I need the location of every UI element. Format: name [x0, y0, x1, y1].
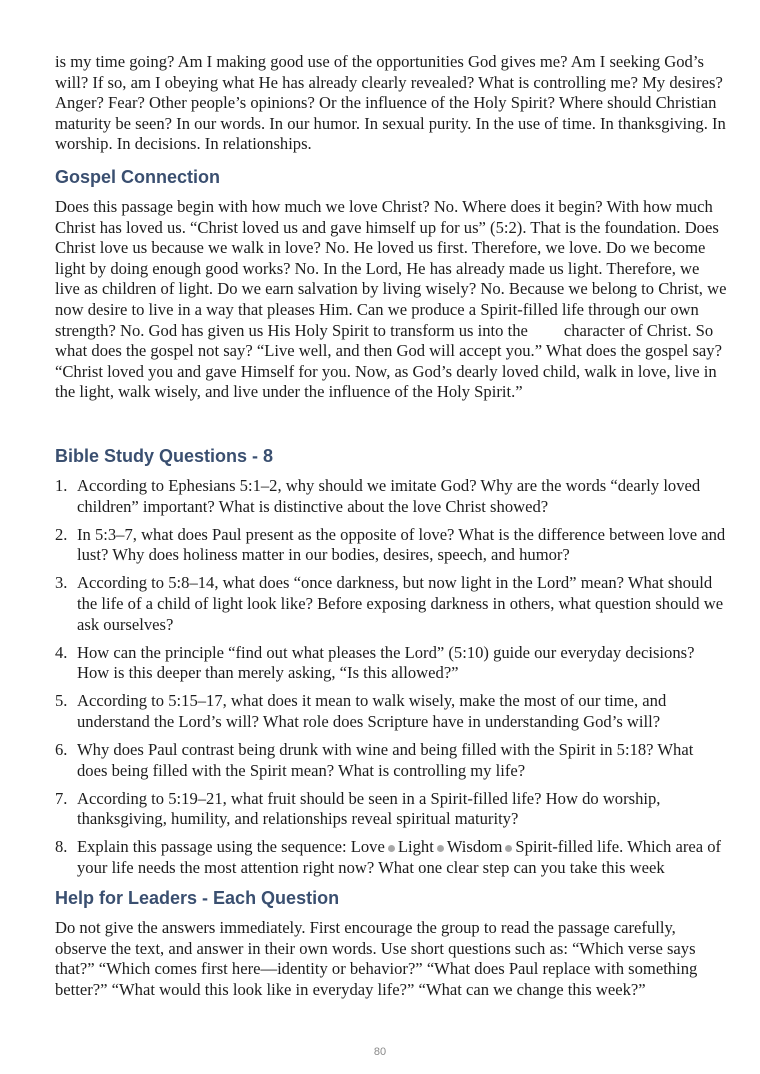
- intro-paragraph: is my time going? Am I making good use of the opportunities God gives me? Am I seeking God’s will? If so, am I obeying what He has already clearly revealed? What is controlling me? My desires? Anger? Fear? Other people’s opinions? Or the influence of the Holy Spirit? Where should Christian maturity be seen? In our words. In our humor. In sexual purity. In the use of time. In thanksgiving. In worship. In decisions. In relationships.: [55, 52, 726, 154]
- question-text: According to Ephesians 5:1–2, why should we imitate God? Why are the words “dearly loved children” important? What is distinctive about the love Christ showed?: [77, 476, 701, 516]
- sequence-bullet-icon: [388, 845, 395, 852]
- question-text: According to 5:19–21, what fruit should be seen in a Spirit-filled life? How do worship, thanksgiving, humility, and relationships reveal spiritual maturity?: [77, 788, 661, 829]
- question-number: 7.: [55, 788, 68, 808]
- question-item: [55, 691, 727, 732]
- question-item: [55, 643, 727, 684]
- help-for-leaders-heading: Help for Leaders - Each Question: [55, 888, 340, 908]
- questions-list: [55, 476, 727, 886]
- gospel-text-part1: Does this passage begin with how much we love Christ? No. Where does it begin? With how much Christ has loved us. “Christ loved us and gave himself up for us” (5:2). That is the foundation. Does Christ love us because we walk in love? No. He loved us first. Therefore, we love. Do we become light by doing enough good works? No. In the Lord, He has already made us light. Therefore, we live as children of light. Do we earn salvation by living wisely? No. Because we belong to Christ, we now desire to live in a way that pleases Him. Can we produce a Spirit-filled life through our own strength? No. God has given us His Holy Spirit to transform us into the: [55, 197, 727, 340]
- page-number: 80: [373, 1046, 387, 1058]
- sequence-step-spirit-filled: Spirit-filled life.: [515, 837, 624, 857]
- question-text: In 5:3–7, what does Paul present as the opposite of love? What is the difference between love and lust? Why does holiness matter in our bodies, desires, speech, and humor?: [77, 524, 726, 565]
- sequence-step-wisdom: Wisdom: [446, 837, 503, 857]
- question-number: 8.: [55, 837, 68, 857]
- sequence-bullet-icon: [505, 845, 512, 852]
- gospel-connection-heading: Gospel Connection: [55, 167, 221, 187]
- question-text: Why does Paul contrast being drunk with wine and being filled with the Spirit in 5:18? What does being filled with the Spirit mean? What is controlling my life?: [77, 740, 694, 780]
- question-item: [55, 789, 727, 830]
- gospel-text-part2: character of Christ. So what does the gospel not say? “Live well, and then God will accept you.” What does the gospel say? “Christ loved you and gave Himself for you. Now, as God’s dearly loved child, walk in love, live in the light, walk wisely, and live under the influence of the Holy Spirit.”: [55, 320, 722, 402]
- sequence-bullet-icon: [437, 845, 444, 852]
- question-item: [55, 573, 727, 635]
- question-tail-text: Which area of your life needs the most attention right now? What one clear step can you take this week: [77, 837, 722, 877]
- question-lead-text: Explain this passage using the sequence:: [77, 837, 347, 857]
- sequence-step-light: Light: [397, 837, 434, 857]
- sequence-step-love: Love: [350, 837, 385, 857]
- question-text: How can the principle “find out what pleases the Lord” (5:10) guide our everyday decisions? How is this deeper than merely asking, “Is this allowed?”: [77, 642, 695, 683]
- question-item: [55, 837, 727, 878]
- gospel-connection-paragraph: [55, 197, 727, 403]
- bible-study-questions-heading: Bible Study Questions - 8: [55, 446, 274, 466]
- question-number: 4.: [55, 642, 68, 662]
- question-number: 2.: [55, 524, 68, 544]
- question-number: 3.: [55, 573, 68, 593]
- question-text: According to 5:15–17, what does it mean to walk wisely, make the most of our time, and understand the Lord’s will? What role does Scripture have in understanding God’s will?: [77, 691, 667, 731]
- question-item: [55, 476, 727, 517]
- question-item: [55, 525, 727, 566]
- question-number: 6.: [55, 740, 68, 760]
- question-number: 5.: [55, 691, 68, 711]
- question-item: [55, 740, 727, 781]
- question-text: According to 5:8–14, what does “once darkness, but now light in the Lord” mean? What should the life of a child of light look like? Before exposing darkness in others, what question should we ask ourselves?: [77, 573, 724, 634]
- help-for-leaders-paragraph: Do not give the answers immediately. First encourage the group to read the passage carefully, observe the text, and answer in their own words. Use short questions such as: “Which verse says that?” “Which comes first here—identity or behavior?” “What does Paul replace with something better?” “What would this look like in everyday life?” “What can we change this week?”: [55, 918, 698, 999]
- question-number: 1.: [55, 476, 68, 495]
